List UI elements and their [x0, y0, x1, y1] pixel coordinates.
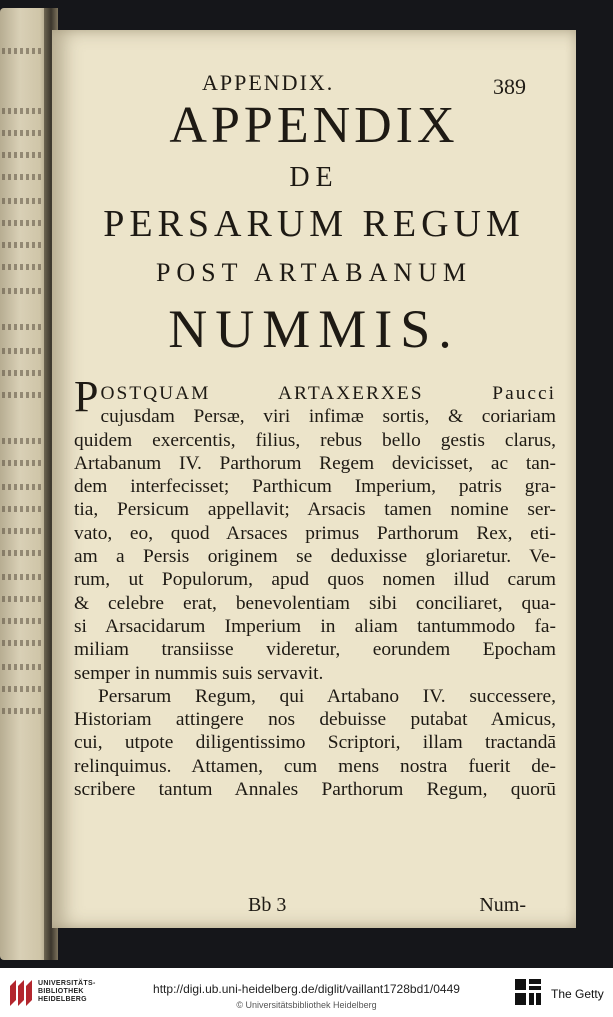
text-line: dem interfecisset; Parthicum Imperium, patris gra-: [74, 476, 556, 498]
library-name: UNIVERSITÄTS- BIBLIOTHEK HEIDELBERG: [38, 980, 96, 1003]
text-line: relinquimus. Attamen, cum mens nostra fuerit de-: [74, 755, 556, 777]
running-head: APPENDIX.: [202, 70, 335, 95]
text-line: miliam transiisse videretur, eorundem Epocham: [74, 639, 556, 661]
page-number: 389: [493, 74, 526, 99]
text-line: si Arsacidarum Imperium in aliam tantummodo fa-: [74, 615, 556, 637]
title-line-2: DE: [289, 162, 339, 193]
getty-logo-icon[interactable]: [515, 979, 541, 1005]
title-line-4: POST ARTABANUM: [155, 258, 473, 287]
text-line: cujusdam Persæ, viri infimæ sortis, & coriariam: [100, 406, 556, 428]
text-line: rum, ut Populorum, apud quos nomen illud carum: [74, 569, 556, 591]
permalink-url[interactable]: http://digi.ub.uni-heidelberg.de/diglit/vaillant1728bd1/0449: [153, 982, 460, 996]
text-line: am a Persis originem se deduxisse gloriaretur. Ve-: [74, 546, 556, 568]
partner-name: The Getty: [551, 987, 604, 1001]
signature-mark: Bb 3: [248, 894, 287, 916]
title-line-3: PERSARUM REGUM: [103, 203, 525, 245]
catchword: Num-: [479, 894, 526, 916]
text-line: Historiam attingere nos debuisse putabat Amicus,: [74, 709, 556, 731]
text-line: cui, utpote diligentissimo Scriptori, illam tractandā: [74, 732, 556, 754]
copyright-notice: © Universitätsbibliothek Heidelberg: [236, 1000, 377, 1010]
text-line: Artabanum IV. Parthorum Regem devicisset, ac tan-: [74, 452, 556, 474]
text-line: OSTQUAM ARTAXERXES Paucci: [100, 383, 556, 404]
text-line: & celebre erat, benevolentiam sibi conciliaret, qua-: [74, 592, 556, 614]
text-line: scribere tantum Annales Parthorum Regum, quorū: [74, 779, 556, 801]
text-line: semper in nummis suis servavit.: [74, 662, 324, 684]
text-line: quidem exercentis, filius, rebus bello gestis clarus,: [74, 429, 556, 451]
previous-page-edge: [0, 8, 50, 960]
title-line-1: APPENDIX: [169, 97, 459, 154]
drop-cap: P: [74, 372, 99, 421]
text-line: Persarum Regum, qui Artabano IV. successere,: [98, 685, 556, 707]
text-line: tia, Persicum appellavit; Arsacis tamen nomine ser-: [74, 499, 556, 521]
title-line-5: NUMMIS.: [168, 299, 460, 359]
viewer-footer: [0, 968, 613, 1017]
body-text: [74, 372, 556, 801]
text-line: vato, eo, quod Arsaces primus Parthorum Rex, eti-: [74, 522, 556, 544]
book-page: [52, 30, 576, 928]
